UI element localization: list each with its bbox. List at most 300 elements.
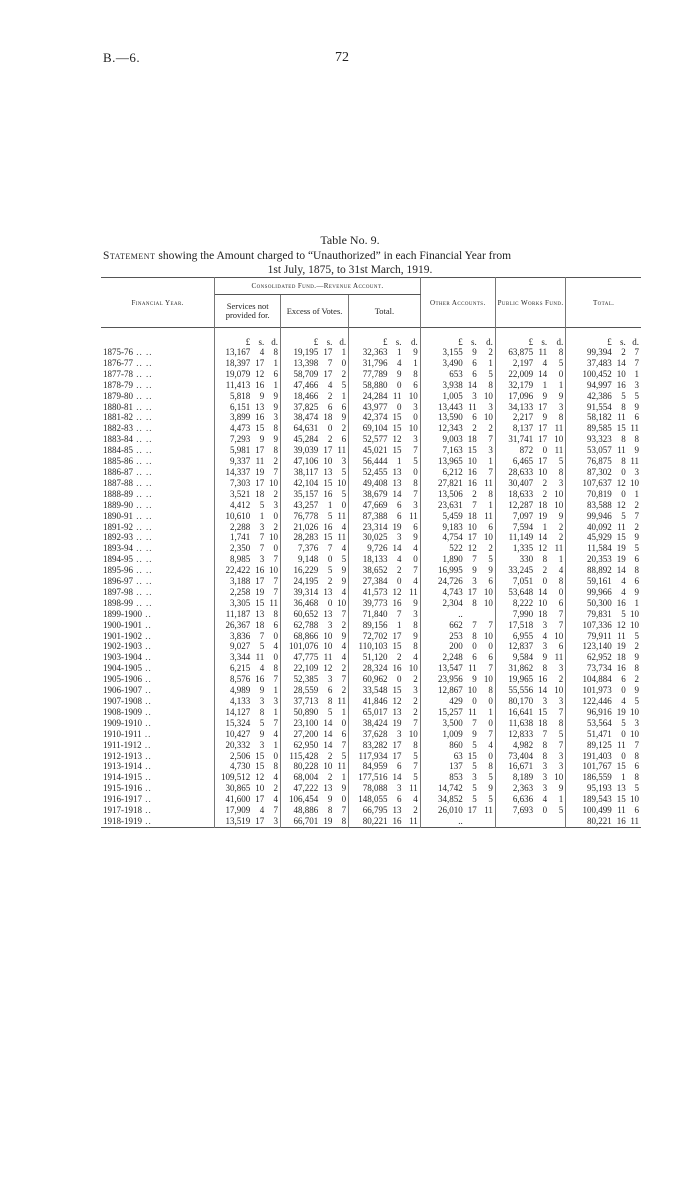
- total-pounds-cell: 45,929: [586, 532, 612, 543]
- total-shillings-cell: 8: [621, 434, 626, 445]
- leader-dots: ..: [142, 761, 152, 772]
- services-pounds-cell: 9,027: [229, 641, 251, 652]
- services-pence-cell: 2: [265, 489, 280, 500]
- year-label: 1915-1916: [103, 783, 142, 794]
- excess-pounds-cell: 62,788: [293, 619, 319, 630]
- public-works-pence-cell: 6: [548, 598, 566, 609]
- public-works-pounds-cell: 16,641: [508, 706, 534, 717]
- excess-pounds-cell: 35,157: [293, 488, 319, 499]
- consolidated-total-shillings-cell: 19: [392, 717, 402, 728]
- other-accounts-shillings-cell: 3: [472, 390, 477, 401]
- consolidated-total-shillings-cell: 16: [392, 815, 402, 826]
- excess-pence-cell: 11: [333, 532, 348, 543]
- services-shillings-cell: 9: [259, 728, 265, 739]
- other-accounts-shillings-cell: 16: [467, 466, 477, 477]
- table-row: [101, 554, 641, 565]
- year-cell: [101, 761, 215, 772]
- public-works-pounds-cell: [495, 816, 534, 827]
- leader-dots: .. ..: [133, 368, 153, 379]
- excess-pence-cell: 5: [333, 380, 348, 391]
- excess-pounds-cell: 36,468: [293, 597, 319, 608]
- currency-pence-label: d.: [403, 334, 421, 347]
- excess-pence-cell: 2: [333, 369, 348, 380]
- excess-pence-cell: 11: [333, 761, 348, 772]
- excess-shillings-cell: 6: [327, 685, 333, 696]
- total-pence-cell: 9: [634, 401, 639, 412]
- consolidated-total-pence-cell: 3: [403, 434, 421, 445]
- leader-dots: .. ..: [133, 532, 153, 543]
- year-cell: [101, 576, 215, 587]
- excess-pounds-cell: 64,631: [293, 423, 319, 434]
- consolidated-total-pence-cell: 7: [403, 761, 421, 772]
- public-works-pence-cell: 8: [548, 718, 566, 729]
- other-accounts-pence-cell: 5: [478, 772, 496, 783]
- other-accounts-pounds-cell: 5,459: [442, 510, 463, 521]
- services-pounds-cell: 13,167: [225, 347, 251, 357]
- currency-shillings-label: s.: [620, 337, 626, 347]
- excess-shillings-cell: 5: [327, 510, 333, 521]
- excess-pence-cell: 7: [333, 674, 348, 685]
- excess-shillings-cell: 0: [327, 554, 333, 565]
- services-shillings-cell: 9: [259, 434, 265, 445]
- other-accounts-pence-cell: 5: [478, 369, 496, 380]
- year-label: 1908-1909: [103, 706, 142, 717]
- year-cell: [101, 696, 215, 707]
- public-works-pence-cell: 2: [548, 532, 566, 543]
- total-shillings-cell: 0: [621, 750, 626, 761]
- year-label: 1909-1910: [103, 717, 142, 728]
- year-label: 1914-1915: [103, 772, 142, 783]
- excess-pence-cell: 10: [333, 478, 348, 489]
- table-row: [101, 751, 641, 762]
- services-shillings-cell: 15: [255, 750, 265, 761]
- public-works-pence-cell: 7: [548, 609, 566, 620]
- public-works-pence-cell: 8: [548, 576, 566, 587]
- leader-dots: ..: [142, 652, 152, 663]
- excess-shillings-cell: 2: [327, 576, 333, 587]
- total-pounds-cell: 104,884: [582, 674, 612, 685]
- public-works-pounds-cell: 330: [519, 554, 534, 565]
- services-pounds-cell: 10,427: [225, 728, 251, 739]
- other-accounts-pence-cell: 0: [478, 718, 496, 729]
- year-label: 1877-78: [103, 368, 133, 379]
- total-pounds-cell: 99,966: [586, 586, 612, 597]
- excess-shillings-cell: 11: [323, 652, 333, 663]
- table-row: [101, 532, 641, 543]
- consolidated-total-pence-cell: 11: [403, 816, 421, 827]
- excess-pence-cell: 7: [333, 805, 348, 816]
- services-shillings-cell: 15: [255, 423, 265, 434]
- other-accounts-pence-cell: [478, 609, 496, 620]
- consolidated-total-shillings-cell: 2: [397, 565, 402, 576]
- total-shillings-cell: 5: [621, 390, 626, 401]
- other-accounts-shillings-cell: 8: [472, 630, 477, 641]
- total-pence-cell: 8: [634, 663, 639, 674]
- table-row: [101, 456, 641, 467]
- year-cell: [101, 380, 215, 391]
- table-row: [101, 674, 641, 685]
- leader-dots: ..: [142, 783, 152, 794]
- other-accounts-pence-cell: 6: [478, 522, 496, 533]
- other-accounts-shillings-cell: 10: [467, 685, 477, 696]
- excess-shillings-cell: 12: [323, 663, 333, 674]
- year-cell: [101, 358, 215, 369]
- public-works-shillings-cell: 0: [542, 576, 548, 587]
- services-shillings-cell: 17: [255, 815, 265, 826]
- consolidated-total-pence-cell: 8: [403, 478, 421, 489]
- excess-shillings-cell: 10: [323, 630, 333, 641]
- services-pence-cell: 2: [265, 783, 280, 794]
- public-works-shillings-cell: 0: [542, 445, 548, 456]
- excess-pounds-cell: 37,825: [293, 401, 319, 412]
- leader-dots: .. ..: [133, 445, 153, 456]
- year-cell: [101, 467, 215, 478]
- total-shillings-cell: 19: [616, 706, 626, 717]
- excess-pence-cell: 4: [333, 522, 348, 533]
- other-accounts-pounds-cell: 26,010: [437, 805, 463, 816]
- public-works-pence-cell: 10: [548, 489, 566, 500]
- excess-pounds-cell: 47,222: [293, 783, 319, 794]
- consolidated-total-shillings-cell: 11: [392, 390, 402, 401]
- excess-pence-cell: 7: [333, 609, 348, 620]
- other-accounts-shillings-cell: 0: [472, 641, 477, 652]
- year-label: 1891-92: [103, 521, 133, 532]
- consolidated-total-pounds-cell: 30,025: [362, 532, 388, 543]
- services-pounds-cell: 3,899: [229, 412, 251, 423]
- other-accounts-shillings-cell: 6: [472, 652, 477, 663]
- total-pence-cell: 7: [634, 739, 639, 750]
- excess-pounds-cell: 19,195: [293, 347, 319, 357]
- public-works-pence-cell: 7: [548, 707, 566, 718]
- excess-pounds-cell: 47,775: [293, 652, 319, 663]
- total-shillings-cell: 14: [616, 565, 626, 576]
- consolidated-total-shillings-cell: 6: [397, 794, 402, 805]
- other-accounts-pence-cell: 0: [478, 751, 496, 762]
- other-accounts-shillings-cell: 11: [468, 401, 477, 412]
- year-cell: [101, 489, 215, 500]
- services-pounds-cell: 30,865: [225, 783, 251, 794]
- other-accounts-shillings-cell: 10: [467, 521, 477, 532]
- public-works-pounds-cell: 8,222: [512, 597, 534, 608]
- public-works-shillings-cell: 3: [542, 783, 548, 794]
- public-works-shillings-cell: 7: [542, 728, 548, 739]
- year-label: 1903-1904: [103, 652, 142, 663]
- services-pence-cell: 0: [265, 652, 280, 663]
- excess-pounds-cell: 68,004: [293, 772, 319, 783]
- other-accounts-pounds-cell: 653: [449, 368, 463, 379]
- consolidated-total-pence-cell: 0: [403, 554, 421, 565]
- public-works-shillings-cell: 18: [538, 717, 548, 728]
- other-accounts-pence-cell: 10: [478, 391, 496, 402]
- services-shillings-cell: 16: [255, 674, 265, 685]
- public-works-shillings-cell: 10: [538, 466, 548, 477]
- total-pounds-cell: 62,952: [586, 652, 612, 663]
- other-accounts-pence-cell: 7: [478, 663, 496, 674]
- year-label: 1910-1911: [103, 728, 142, 739]
- total-shillings-cell: 0: [621, 728, 626, 739]
- leader-dots: ..: [142, 663, 152, 674]
- services-shillings-cell: 9: [259, 685, 265, 696]
- total-pence-cell: 6: [634, 805, 639, 816]
- consolidated-total-pounds-cell: 78,088: [362, 783, 388, 794]
- other-accounts-shillings-cell: 5: [472, 783, 477, 794]
- other-accounts-pounds-cell: 1,890: [442, 554, 463, 565]
- consolidated-total-shillings-cell: 1: [397, 456, 402, 467]
- public-works-pounds-cell: 31,741: [508, 434, 534, 445]
- total-pounds-cell: 42,386: [586, 390, 612, 401]
- other-accounts-shillings-cell: 3: [472, 576, 477, 587]
- table-row: [101, 543, 641, 554]
- excess-shillings-cell: 14: [323, 728, 333, 739]
- services-pounds-cell: 8,985: [229, 554, 251, 565]
- services-shillings-cell: 12: [255, 368, 265, 379]
- excess-pounds-cell: 43,257: [293, 499, 319, 510]
- services-pence-cell: 11: [265, 598, 280, 609]
- year-label: 1878-79: [103, 379, 133, 390]
- total-shillings-cell: 11: [617, 445, 626, 456]
- other-accounts-pounds-cell: 63: [453, 750, 463, 761]
- total-pounds-cell: 79,831: [586, 608, 612, 619]
- public-works-pounds-cell: 73,404: [508, 750, 534, 761]
- other-accounts-shillings-cell: 17: [467, 586, 477, 597]
- total-pounds-cell: 107,637: [582, 477, 612, 488]
- total-pounds-cell: 89,585: [586, 423, 612, 434]
- excess-shillings-cell: 8: [327, 805, 333, 816]
- excess-pence-cell: 6: [333, 729, 348, 740]
- table-row: [101, 587, 641, 598]
- other-accounts-pounds-cell: 13,443: [437, 401, 463, 412]
- services-pence-cell: 8: [265, 761, 280, 772]
- consolidated-total-shillings-cell: 13: [392, 805, 402, 816]
- excess-shillings-cell: 9: [327, 794, 333, 805]
- total-pounds-cell: 93,323: [586, 434, 612, 445]
- services-pence-cell: 8: [265, 423, 280, 434]
- consolidated-total-shillings-cell: 17: [392, 630, 402, 641]
- consolidated-total-pounds-cell: 41,846: [362, 696, 388, 706]
- leader-dots: ..: [142, 674, 152, 685]
- other-accounts-pounds-cell: 23,631: [437, 499, 463, 510]
- total-pounds-cell: 70,819: [586, 488, 612, 499]
- services-shillings-cell: 17: [255, 794, 265, 805]
- excess-pounds-cell: 80,228: [293, 761, 319, 772]
- services-pounds-cell: 11,413: [225, 379, 251, 390]
- excess-pence-cell: 8: [333, 816, 348, 827]
- excess-shillings-cell: 19: [323, 815, 333, 826]
- services-pence-cell: 6: [265, 620, 280, 631]
- excess-pounds-cell: 37,713: [293, 696, 319, 706]
- consolidated-total-shillings-cell: 15: [392, 445, 402, 456]
- total-pence-cell: 3: [634, 717, 639, 728]
- total-pounds-cell: 99,946: [586, 510, 612, 521]
- consolidated-total-pounds-cell: 110,103: [358, 641, 388, 652]
- services-shillings-cell: 16: [255, 379, 265, 390]
- services-shillings-cell: 13: [255, 608, 265, 619]
- other-accounts-shillings-cell: 8: [472, 597, 477, 608]
- year-label: 1918-1919: [103, 815, 142, 826]
- total-pounds-cell: 122,446: [582, 696, 612, 706]
- table-title: Table No. 9.: [320, 233, 380, 247]
- consolidated-total-shillings-cell: 0: [397, 674, 402, 685]
- services-pence-cell: 0: [265, 751, 280, 762]
- year-cell: [101, 391, 215, 402]
- other-accounts-shillings-cell: 6: [472, 368, 477, 379]
- services-pence-cell: 3: [265, 412, 280, 423]
- other-accounts-pence-cell: 2: [478, 347, 496, 358]
- excess-shillings-cell: 4: [327, 379, 333, 390]
- total-shillings-cell: 0: [621, 488, 626, 499]
- excess-shillings-cell: 7: [327, 543, 333, 554]
- other-accounts-pounds-cell: 13,965: [437, 456, 463, 467]
- excess-pence-cell: 4: [333, 652, 348, 663]
- services-pounds-cell: 4,412: [229, 499, 251, 510]
- statement-text: showing the Amount charged to “Unauthorized” in each Financial Year from: [155, 250, 512, 262]
- other-accounts-shillings-cell: 5: [472, 739, 477, 750]
- services-pence-cell: 10: [265, 532, 280, 543]
- public-works-shillings-cell: 8: [542, 739, 548, 750]
- services-pence-cell: 7: [265, 718, 280, 729]
- other-accounts-shillings-cell: 18: [467, 434, 477, 445]
- consolidated-total-pence-cell: 11: [403, 511, 421, 522]
- total-pence-cell: 7: [634, 347, 639, 357]
- public-works-pounds-cell: 17,096: [508, 390, 534, 401]
- other-accounts-pounds-cell: 4,743: [442, 586, 463, 597]
- table-row: [101, 707, 641, 718]
- other-accounts-pence-cell: 7: [478, 620, 496, 631]
- excess-pounds-cell: 62,950: [293, 739, 319, 750]
- excess-shillings-cell: 16: [323, 521, 333, 532]
- year-label: 1906-1907: [103, 685, 142, 696]
- year-cell: [101, 794, 215, 805]
- consolidated-total-pence-cell: 5: [403, 456, 421, 467]
- other-accounts-shillings-cell: 0: [472, 696, 477, 706]
- year-cell: [101, 445, 215, 456]
- excess-shillings-cell: 10: [323, 456, 333, 467]
- currency-pence-label: d.: [548, 334, 566, 347]
- excess-pence-cell: 0: [333, 718, 348, 729]
- other-accounts-shillings-cell: 9: [472, 674, 477, 685]
- services-shillings-cell: 7: [259, 630, 265, 641]
- total-shillings-cell: 0: [621, 685, 626, 696]
- public-works-shillings-cell: 9: [542, 652, 548, 663]
- public-works-shillings-cell: 3: [542, 772, 548, 783]
- total-shillings-cell: 19: [616, 554, 626, 565]
- other-accounts-shillings-cell: 14: [467, 379, 477, 390]
- excess-pounds-cell: 50,890: [293, 706, 319, 717]
- public-works-shillings-cell: 9: [542, 412, 548, 423]
- excess-pence-cell: 0: [333, 500, 348, 511]
- year-label: 1887-88: [103, 477, 133, 488]
- consolidated-total-pounds-cell: 24,284: [362, 390, 388, 401]
- total-shillings-cell: 6: [621, 674, 626, 685]
- currency-pound-label: £: [607, 337, 612, 347]
- leader-dots: ..: [142, 641, 152, 652]
- services-pence-cell: 3: [265, 696, 280, 707]
- public-works-pounds-cell: 33,245: [508, 565, 534, 576]
- consolidated-total-pounds-cell: 56,444: [362, 456, 388, 467]
- total-pounds-cell: 76,875: [586, 456, 612, 467]
- consolidated-total-pounds-cell: 28,324: [362, 663, 388, 674]
- services-pence-cell: 0: [265, 631, 280, 642]
- year-label: 1898-99: [103, 597, 133, 608]
- excess-pence-cell: 9: [333, 631, 348, 642]
- public-works-shillings-cell: 4: [542, 357, 548, 368]
- public-works-pence-cell: 7: [548, 620, 566, 631]
- currency-shillings-label: s.: [471, 337, 477, 347]
- services-pounds-cell: 8,576: [229, 674, 251, 685]
- year-cell: [101, 707, 215, 718]
- year-cell: [101, 631, 215, 642]
- leader-dots: ..: [142, 794, 152, 805]
- year-cell: [101, 478, 215, 489]
- public-works-shillings-cell: 8: [542, 663, 548, 674]
- public-works-pence-cell: 10: [548, 685, 566, 696]
- excess-pence-cell: 5: [333, 554, 348, 565]
- excess-shillings-cell: 3: [327, 619, 333, 630]
- total-pence-cell: 10: [630, 608, 639, 619]
- year-label: 1886-87: [103, 466, 133, 477]
- other-accounts-shillings-cell: [464, 609, 478, 620]
- consolidated-total-shillings-cell: 16: [392, 663, 402, 674]
- excess-pounds-cell: 60,652: [293, 608, 319, 619]
- consolidated-total-shillings-cell: 12: [392, 434, 402, 445]
- year-label: 1917-1918: [103, 805, 142, 816]
- table-row: [101, 772, 641, 783]
- public-works-shillings-cell: 4: [542, 794, 548, 805]
- consolidated-total-pounds-cell: 38,679: [362, 488, 388, 499]
- services-shillings-cell: 17: [255, 477, 265, 488]
- public-works-pounds-cell: 63,875: [508, 347, 534, 357]
- year-cell: [101, 685, 215, 696]
- consolidated-total-pounds-cell: 23,314: [362, 521, 388, 532]
- consolidated-total-pounds-cell: 58,880: [362, 379, 388, 390]
- excess-pence-cell: 3: [333, 456, 348, 467]
- year-cell: [101, 620, 215, 631]
- table-row: [101, 347, 641, 358]
- public-works-shillings-cell: 14: [538, 532, 548, 543]
- consolidated-total-pence-cell: 8: [403, 740, 421, 751]
- consolidated-total-shillings-cell: 0: [397, 401, 402, 412]
- consolidated-total-pounds-cell: 51,120: [362, 652, 388, 663]
- public-works-pence-cell: 9: [548, 783, 566, 794]
- consolidated-total-pence-cell: 6: [403, 522, 421, 533]
- services-pence-cell: 4: [265, 641, 280, 652]
- year-cell: [101, 532, 215, 543]
- public-works-pounds-cell: 80,170: [508, 696, 534, 706]
- consolidated-total-pence-cell: 7: [403, 445, 421, 456]
- consolidated-total-pounds-cell: 60,962: [362, 674, 388, 685]
- consolidated-total-pence-cell: 3: [403, 685, 421, 696]
- services-shillings-cell: 11: [255, 456, 265, 467]
- total-pounds-cell: 100,452: [582, 368, 612, 379]
- other-accounts-shillings-cell: 5: [472, 794, 477, 805]
- public-works-pence-cell: 5: [548, 729, 566, 740]
- public-works-shillings-cell: 17: [538, 423, 548, 434]
- public-works-shillings-cell: 9: [542, 390, 548, 401]
- consolidated-total-pence-cell: 2: [403, 696, 421, 707]
- total-pounds-cell: 94,997: [586, 379, 612, 390]
- consolidated-total-pence-cell: 6: [403, 380, 421, 391]
- consolidated-total-pence-cell: 3: [403, 500, 421, 511]
- total-pence-cell: 9: [634, 652, 639, 663]
- excess-pence-cell: 9: [333, 412, 348, 423]
- total-pence-cell: 6: [634, 761, 639, 772]
- excess-shillings-cell: 10: [323, 761, 333, 772]
- table-row: [101, 434, 641, 445]
- total-pounds-cell: 100,499: [582, 805, 612, 816]
- other-accounts-shillings-cell: 9: [472, 565, 477, 576]
- total-pounds-cell: 40,092: [586, 521, 612, 532]
- currency-pence-label: d.: [333, 334, 348, 347]
